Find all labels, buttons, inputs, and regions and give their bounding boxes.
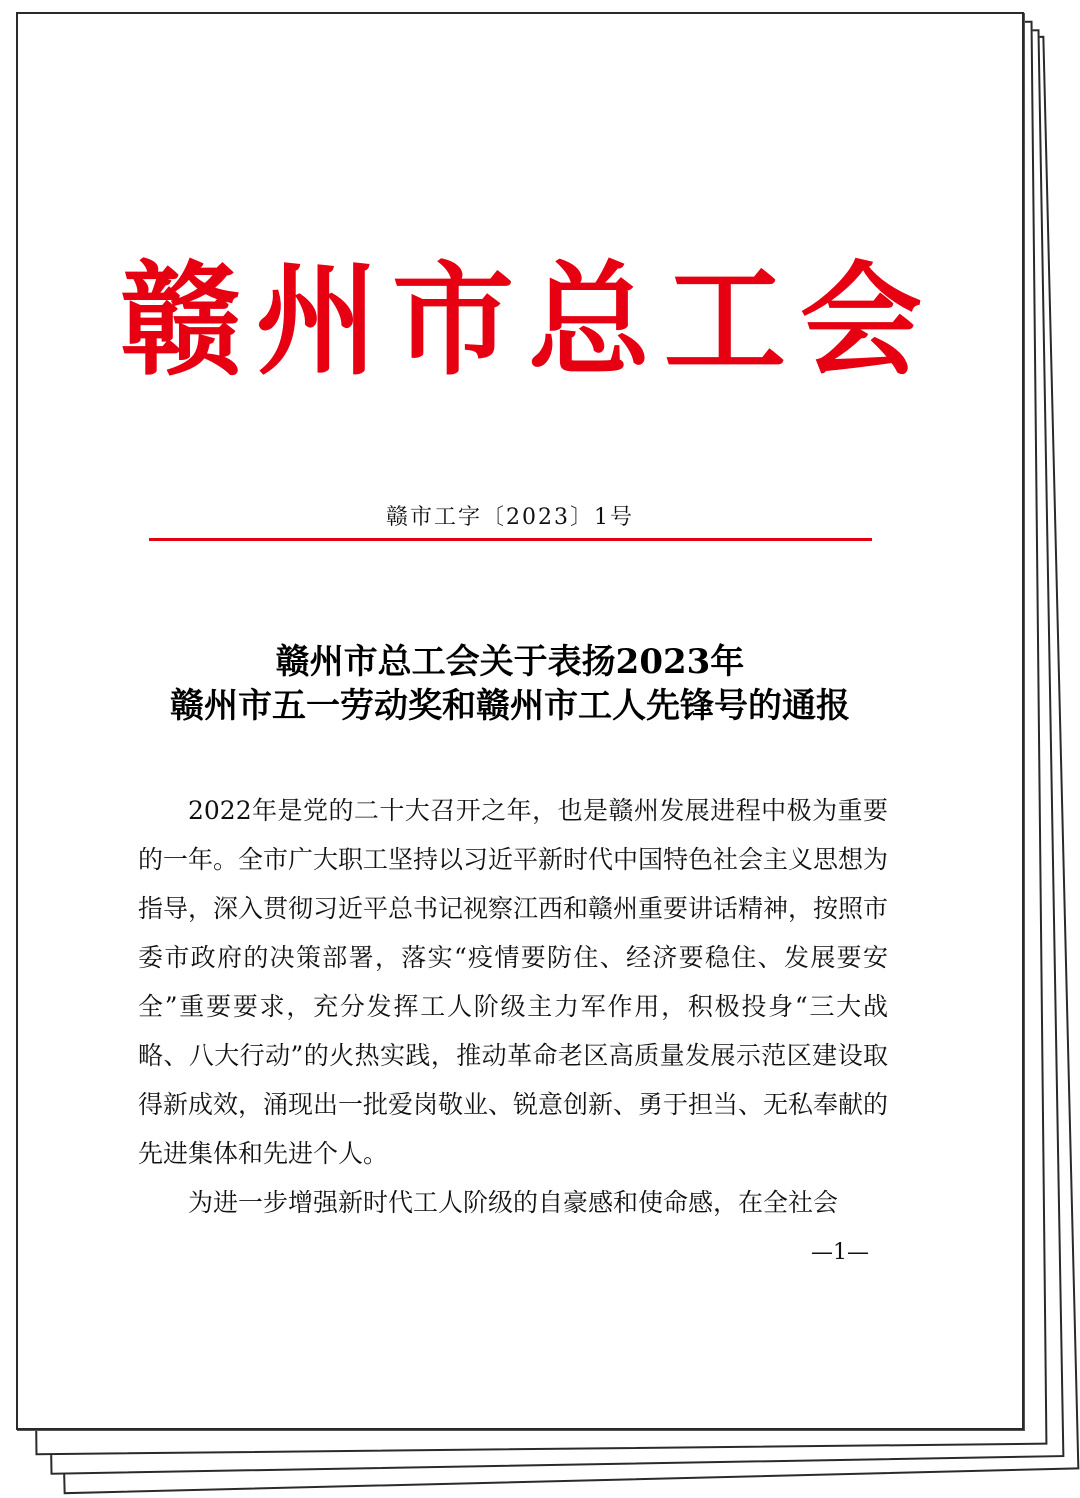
organization-header: 赣州市总工会 — [120, 248, 936, 392]
red-divider-line — [149, 538, 872, 541]
body-paragraph-2: 为进一步增强新时代工人阶级的自豪感和使命感，在全社会 — [188, 1188, 839, 1217]
page-number: —1— — [811, 1240, 869, 1265]
document-body — [138, 786, 888, 1227]
document-title-line-2: 赣州市五一劳动奖和赣州市工人先锋号的通报 — [170, 686, 850, 726]
document-number: 赣市工字〔2023〕1号 — [386, 505, 634, 530]
document-title — [110, 640, 910, 728]
document-title-line-1: 赣州市总工会关于表扬2023年 — [275, 642, 745, 682]
body-paragraph-1: 2022年是党的二十大召开之年，也是赣州发展进程中极为重要的一年。全市广大职工坚持以习近平新时代中国特色社会主义思想为指导，深入贯彻习近平总书记视察江西和赣州重要讲话精神，按照市委市政府的决策部署，落实“疫情要防住、经济要稳住、发展要安全”重要要求，充分发挥工人阶级主力军作用，积极投身“三大战略、八大行动”的火热实践，推动革命老区高质量发展示范区建设取得新成效，涌现出一批爱岗敬业、锐意创新、勇于担当、无私奉献的先进集体和先进个人。 — [138, 796, 889, 1168]
